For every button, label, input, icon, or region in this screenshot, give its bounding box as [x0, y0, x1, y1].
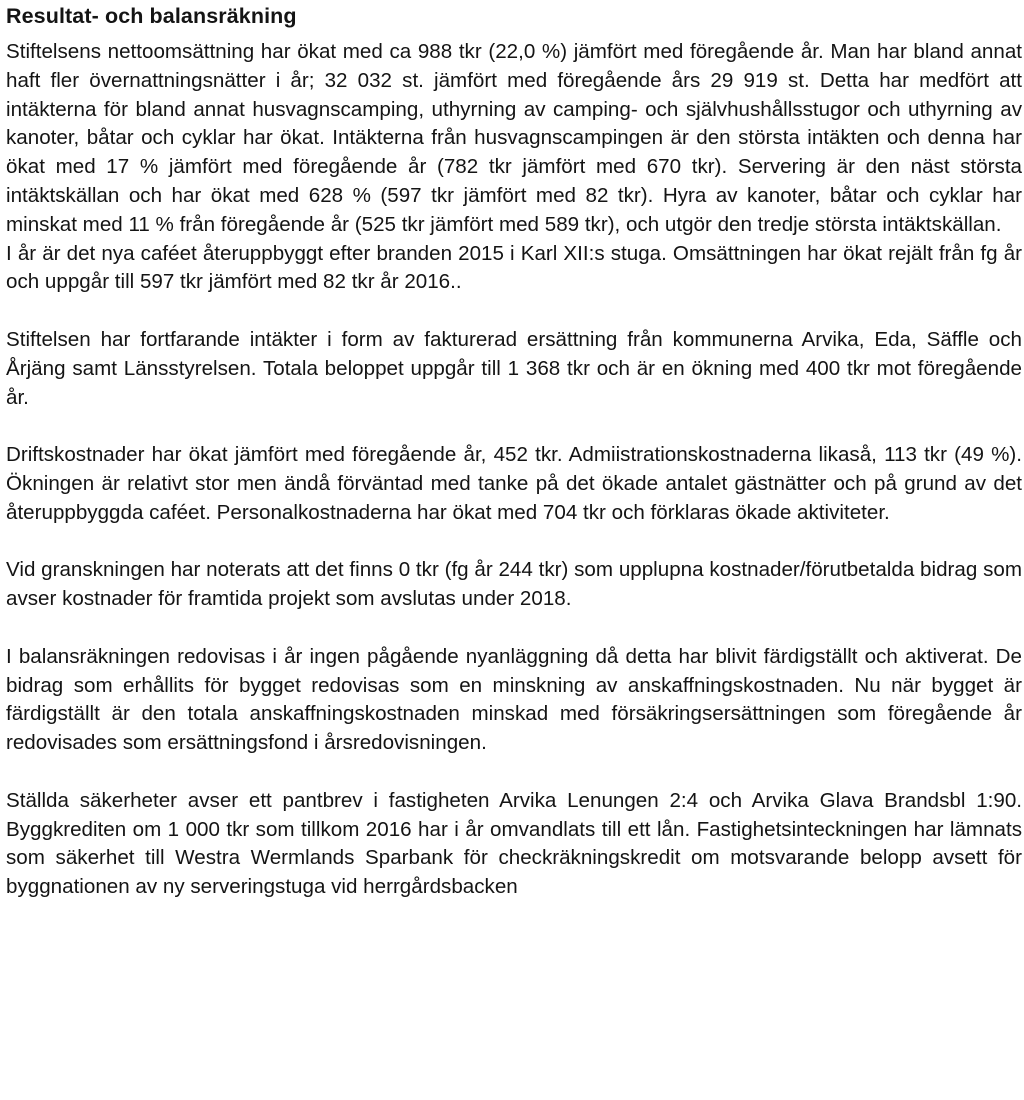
paragraph-line: Ställda säkerheter avser ett pantbrev i fastigheten Arvika Lenungen 2:4 och Arvika Glava Brandsbl 1:90. Byggkrediten om 1 000 tkr som tillkom 2016 har i år omvandlats till ett lån. Fastighetsinteckningen har lämnats som säkerhet till Westra Wermlands Sparbank för checkräkningskredit om motsvarande belopp avsett för byggnationen av ny serveringstuga vid herrgårdsbacken — [6, 788, 1022, 899]
paragraph-balance-sheet — [6, 643, 1022, 758]
paragraph-line: Driftskostnader har ökat jämfört med föregående år, 452 tkr. Admiistrationskostnaderna likaså, 113 tkr (49 %). Ökningen är relativt stor men ändå förväntad med tanke på det ökade antalet gästnätter och på grund av det återuppbyggda caféet. Personalkostnaderna har ökat med 704 tkr och förklaras ökade aktiviteter. — [6, 443, 1022, 524]
paragraph-line: Vid granskningen har noterats att det finns 0 tkr (fg år 244 tkr) som upplupna kostnader/förutbetalda bidrag som avser kostnader för framtida projekt som avslutas under 2018. — [6, 558, 1022, 611]
paragraph-municipal-income — [6, 326, 1022, 412]
paragraph-revenue — [6, 38, 1022, 297]
paragraph-accrued-costs — [6, 556, 1022, 614]
paragraph-line: I balansräkningen redovisas i år ingen pågående nyanläggning då detta har blivit färdigställt och aktiverat. De bidrag som erhållits för bygget redovisas som en minskning av anskaffningskostnaden. Nu när bygget är färdigställt är den totala anskaffningskostnaden minskad med försäkringsersättningen som föregående år redovisades som ersättningsfond i årsredovisningen. — [6, 644, 1022, 755]
paragraph-line: Stiftelsen har fortfarande intäkter i form av fakturerad ersättning från kommunerna Arvika, Eda, Säffle och Årjäng samt Länsstyrelsen. Totala beloppet uppgår till 1 368 tkr och är en ökning med 400 tkr mot föregående år. — [6, 327, 1022, 409]
paragraph-line: I år är det nya caféet återuppbyggt efter branden 2015 i Karl XII:s stuga. Omsättningen har ökat rejält från fg år och uppgår till 597 tkr jämfört med 82 tkr år 2016.. — [6, 241, 1022, 294]
section-heading: Resultat- och balansräkning — [6, 4, 297, 28]
paragraph-operating-costs — [6, 441, 1022, 527]
paragraph-pledged-assets — [6, 787, 1022, 902]
paragraph-line: Stiftelsens nettoomsättning har ökat med ca 988 tkr (22,0 %) jämfört med föregående år. Man har bland annat haft fler övernattningsnätter i år; 32 032 st. jämfört med föregående års 29 919 st. Detta har medfört att intäkterna för bland annat husvagnscamping, uthyrning av camping- och självhushållsstugor och uthyrning av kanoter, båtar och cyklar har ökat. Intäkterna från husvagnscampingen är den största intäkten och denna har ökat med 17 % jämfört med föregående år (782 tkr jämfört med 670 tkr). Servering är den näst största intäktskällan och har ökat med 628 % (597 tkr jämfört med 82 tkr). Hyra av kanoter, båtar och cyklar har minskat med 11 % från föregående år (525 tkr jämfört med 589 tkr), och utgör den tredje största intäktskällan. — [6, 40, 1022, 236]
document-page — [6, 0, 1022, 902]
